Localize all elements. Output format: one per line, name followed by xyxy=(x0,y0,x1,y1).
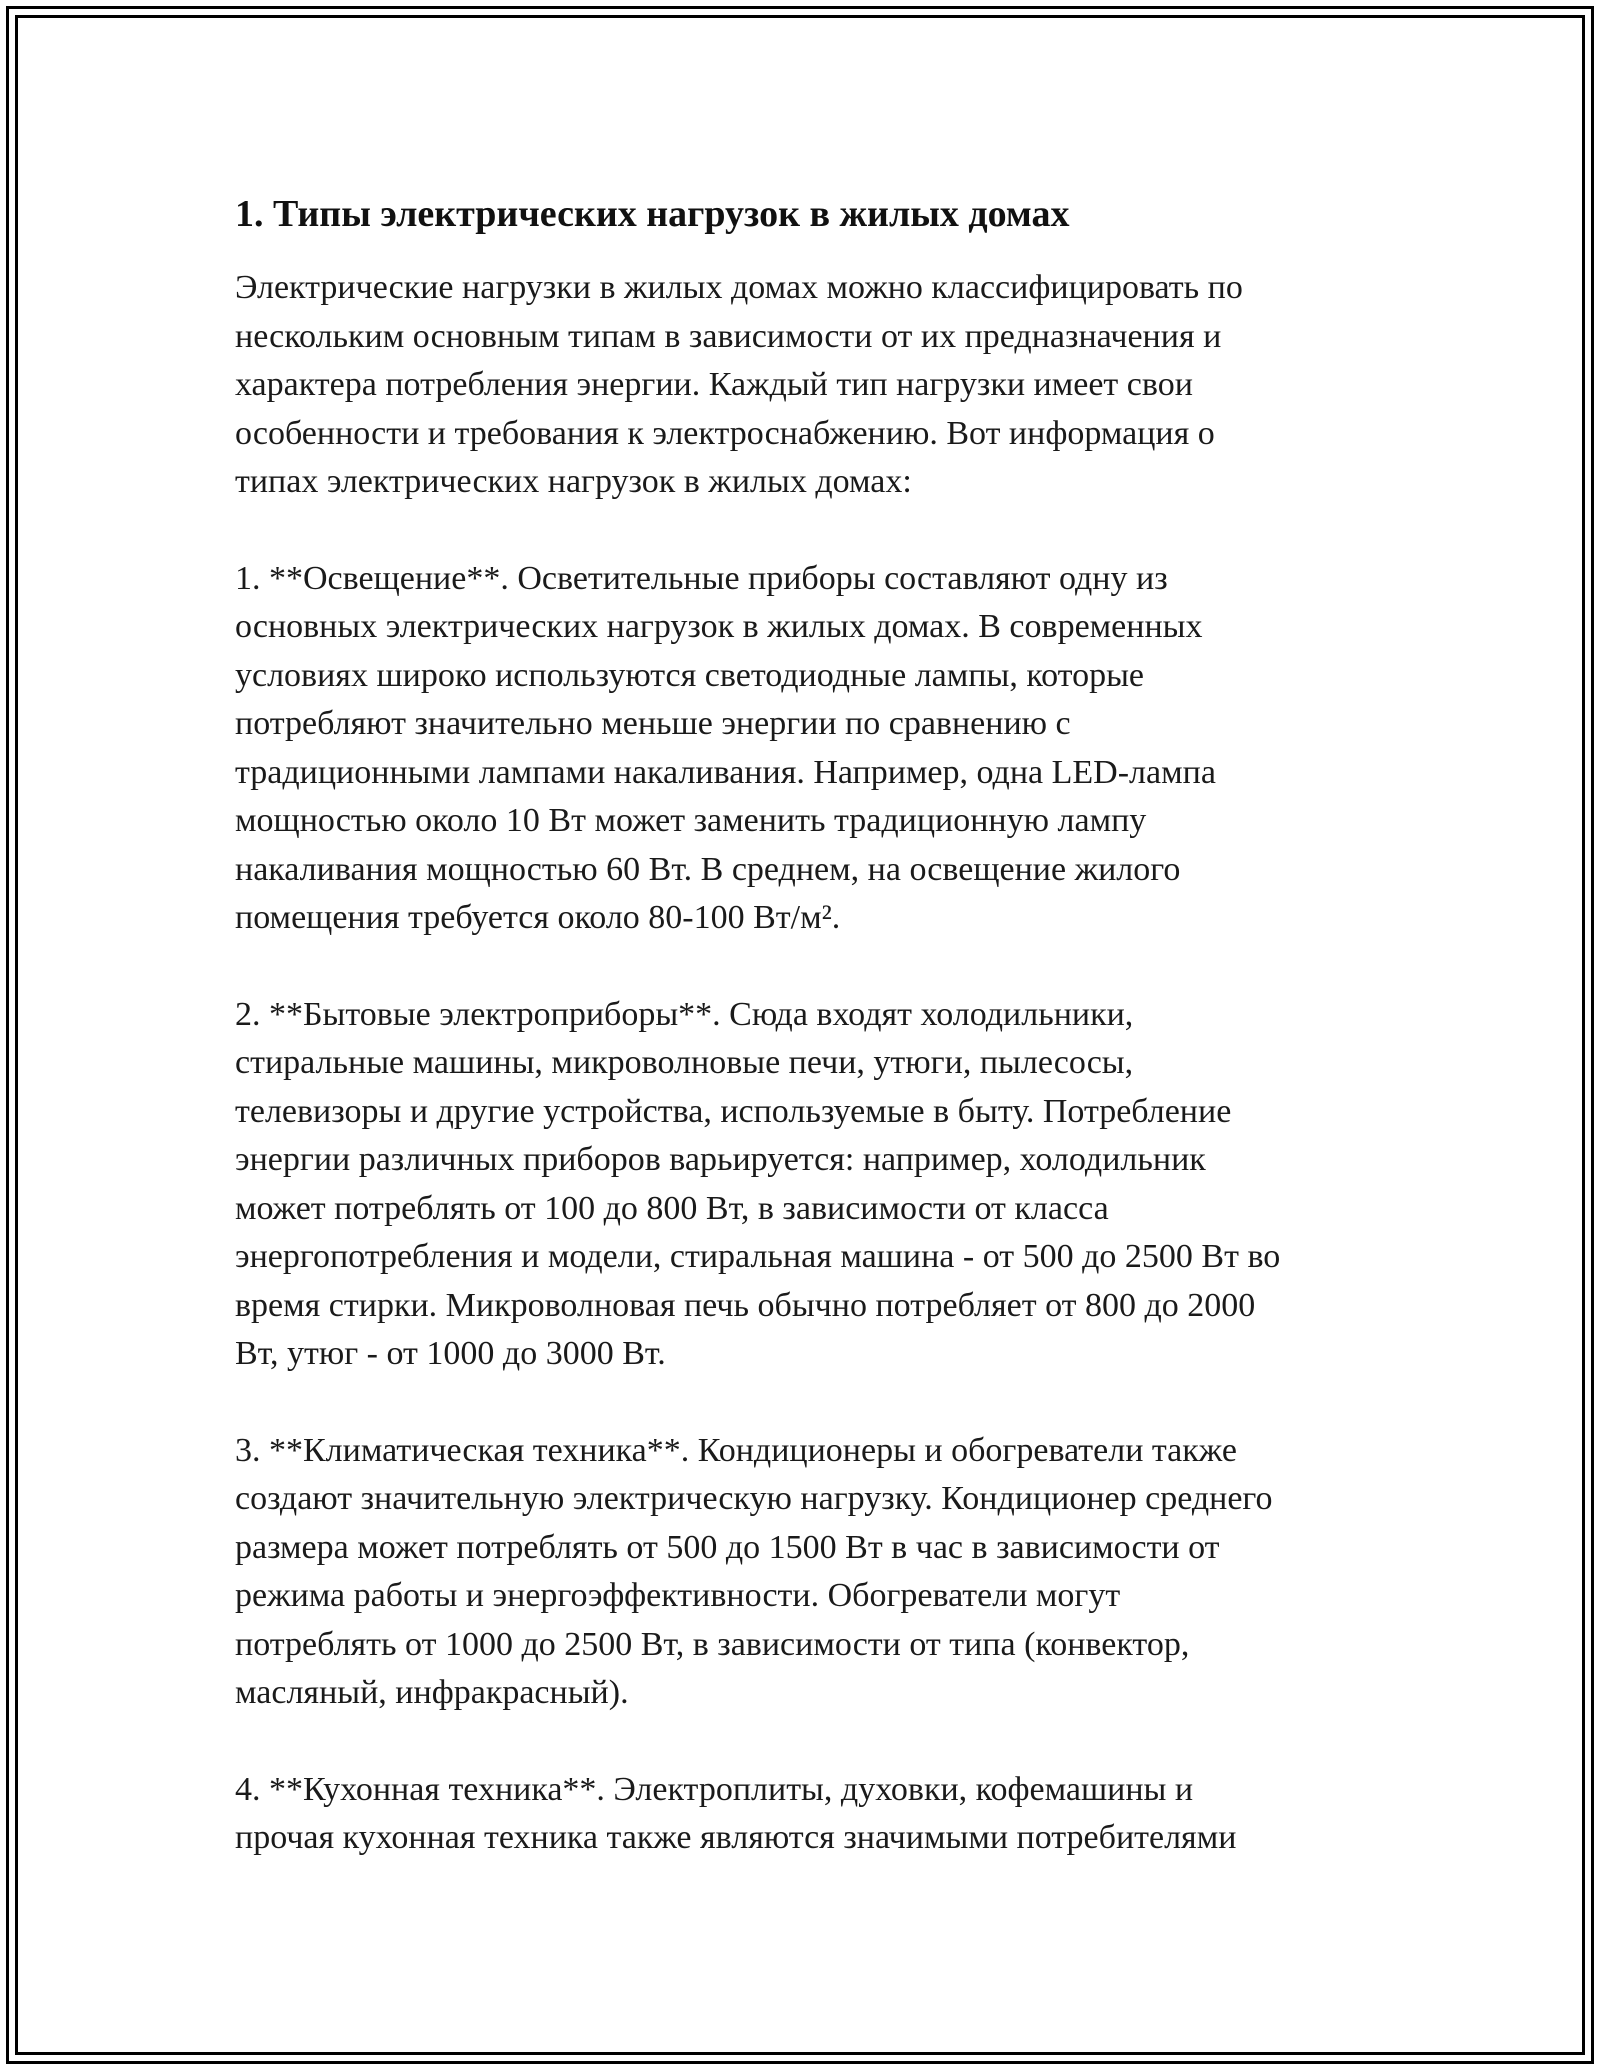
text-line: нескольким основным типам в зависимости от их предназначения и xyxy=(235,317,1222,355)
text-line: размера может потреблять от 500 до 1500 Вт в час в зависимости от xyxy=(235,1528,1220,1566)
lighting-paragraph xyxy=(235,555,1375,943)
climate-paragraph xyxy=(235,1427,1375,1718)
text-line: условиях широко используются светодиодные лампы, которые xyxy=(235,656,1145,694)
text-line: энергии различных приборов варьируется: например, холодильник xyxy=(235,1141,1206,1178)
text-line: Электрические нагрузки в жилых домах можно классифицировать по xyxy=(235,269,1243,306)
text-line: особенности и требования к электроснабжению. Вот информация о xyxy=(235,414,1215,452)
text-line: 4. **Кухонная техника**. Электроплиты, духовки, кофемашины и xyxy=(235,1770,1194,1808)
text-line: режима работы и энергоэффективности. Обогреватели могут xyxy=(235,1577,1121,1614)
intro-paragraph xyxy=(235,264,1375,507)
text-line: потреблять от 1000 до 2500 Вт, в зависимости от типа (конвектор, xyxy=(235,1625,1190,1663)
text-line: 2. **Бытовые электроприборы**. Сюда входят холодильники, xyxy=(235,995,1134,1033)
text-line: телевизоры и другие устройства, используемые в быту. Потребление xyxy=(235,1092,1232,1130)
text-line: создают значительную электрическую нагрузку. Кондиционер среднего xyxy=(235,1480,1273,1517)
text-line: 3. **Климатическая техника**. Кондиционеры и обогреватели также xyxy=(235,1431,1237,1469)
kitchen-paragraph xyxy=(235,1766,1375,1863)
document-body xyxy=(235,188,1375,1863)
text-line: прочая кухонная техника также являются значимыми потребителями xyxy=(235,1819,1237,1856)
text-line: накаливания мощностью 60 Вт. В среднем, на освещение жилого xyxy=(235,850,1181,888)
text-line: стиральные машины, микроволновые печи, утюги, пылесосы, xyxy=(235,1044,1134,1081)
text-line: 1. **Освещение**. Осветительные приборы составляют одну из xyxy=(235,559,1168,597)
text-line: помещения требуется около 80-100 Вт/м². xyxy=(235,899,841,936)
text-line: типах электрических нагрузок в жилых домах: xyxy=(235,463,912,500)
appliances-paragraph xyxy=(235,991,1375,1379)
text-line: может потреблять от 100 до 800 Вт, в зависимости от класса xyxy=(235,1189,1109,1227)
text-line: масляный, инфракрасный). xyxy=(235,1674,629,1711)
text-line: традиционными лампами накаливания. Например, одна LED-лампа xyxy=(235,753,1216,791)
text-line: мощностью около 10 Вт может заменить традиционную лампу xyxy=(235,802,1147,839)
text-line: время стирки. Микроволновая печь обычно потребляет от 800 до 2000 xyxy=(235,1286,1256,1324)
text-line: Вт, утюг - от 1000 до 3000 Вт. xyxy=(235,1335,666,1372)
text-line: потребляют значительно меньше энергии по сравнению с xyxy=(235,705,1071,742)
section-heading: 1. Типы электрических нагрузок в жилых домах xyxy=(235,193,1070,235)
text-line: энергопотребления и модели, стиральная машина - от 500 до 2500 Вт во xyxy=(235,1238,1281,1275)
text-line: основных электрических нагрузок в жилых домах. В современных xyxy=(235,608,1203,645)
text-line: характера потребления энергии. Каждый тип нагрузки имеет свои xyxy=(235,366,1193,403)
